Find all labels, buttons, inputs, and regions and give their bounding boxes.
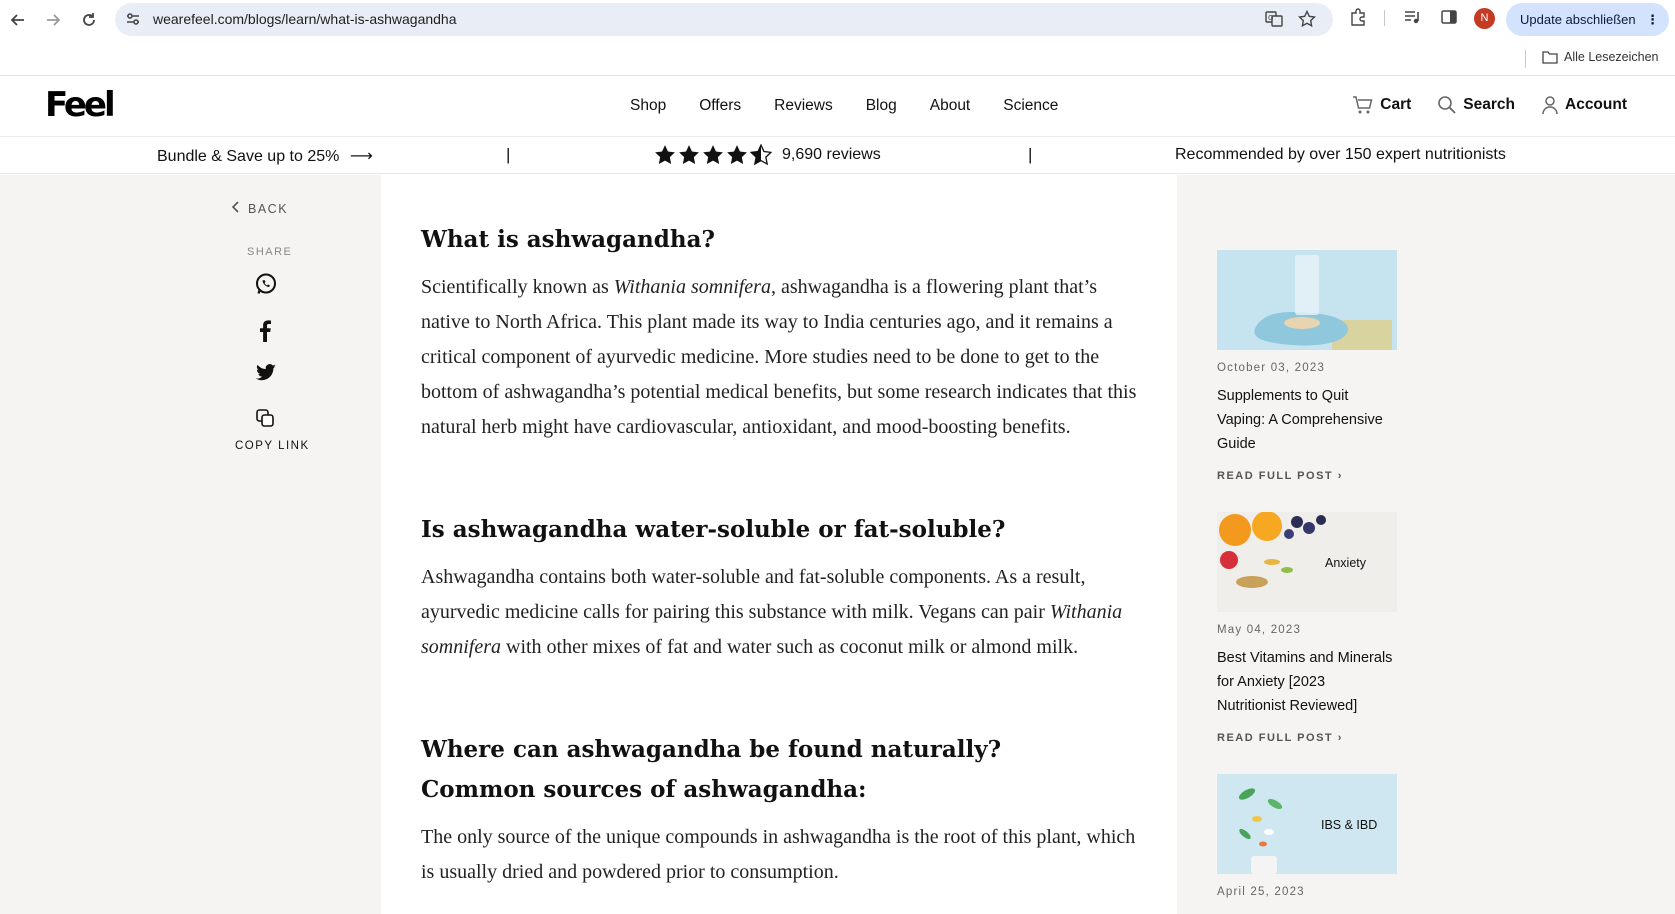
post-thumbnail[interactable] <box>1217 512 1397 612</box>
url-text[interactable]: wearefeel.com/blogs/learn/what-is-ashwagandha <box>153 11 457 27</box>
article-section-2 <box>421 510 1141 665</box>
reload-icon[interactable] <box>77 8 101 32</box>
arrow-right-icon: ⟶ <box>349 148 373 165</box>
side-panel-icon[interactable] <box>1440 8 1458 31</box>
left-panel <box>0 175 381 914</box>
back-link[interactable] <box>232 201 288 216</box>
thumbnail-caption: Anxiety <box>1325 556 1366 570</box>
sidebar-post[interactable] <box>1217 774 1397 898</box>
folder-icon <box>1542 50 1558 64</box>
bundle-link[interactable] <box>157 146 373 166</box>
search-link[interactable] <box>1437 95 1515 115</box>
nav-shop[interactable]: Shop <box>630 97 667 114</box>
forward-arrow-icon[interactable] <box>41 8 65 32</box>
cart-icon <box>1352 95 1374 115</box>
main-nav <box>630 97 1091 115</box>
address-bar[interactable] <box>115 3 1333 36</box>
star-icon <box>726 144 748 166</box>
menu-dots-icon[interactable]: ⋮ <box>1646 12 1659 27</box>
promo-bar <box>0 138 1675 174</box>
read-full-post-link[interactable]: READ FULL POST › <box>1217 732 1343 744</box>
article-section-1 <box>421 220 1141 445</box>
toolbar-divider <box>1384 10 1385 26</box>
paragraph-3: The only source of the unique compounds in ashwagandha is the root of this plant, which is usually dried and powdered prior to consumption. <box>421 826 1136 883</box>
post-date: May 04, 2023 <box>1217 624 1302 636</box>
promo-separator: | <box>506 145 511 164</box>
translate-icon[interactable] <box>1265 10 1283 33</box>
nav-about[interactable]: About <box>929 97 971 114</box>
media-control-icon[interactable] <box>1403 8 1421 31</box>
bookmark-star-icon[interactable] <box>1298 10 1316 33</box>
heading-what-is: What is ashwagandha? <box>421 226 715 253</box>
copy-link-icon[interactable] <box>255 408 275 433</box>
rating-stars <box>654 144 772 166</box>
heading-sources: Where can ashwagandha be found naturally? Common sources of ashwagandha: <box>421 736 1002 803</box>
update-button[interactable] <box>1506 3 1669 36</box>
half-star-icon <box>750 144 772 166</box>
profile-avatar[interactable]: N <box>1474 8 1495 29</box>
copy-link-label[interactable]: COPY LINK <box>235 440 310 452</box>
update-button-label: Update abschließen <box>1520 12 1636 27</box>
search-label: Search <box>1463 96 1515 113</box>
extensions-icon[interactable] <box>1349 8 1367 31</box>
site-settings-icon[interactable] <box>125 11 141 32</box>
sidebar-post[interactable] <box>1217 250 1397 482</box>
account-label: Account <box>1565 96 1627 113</box>
feel-logo[interactable]: Feel <box>45 85 113 125</box>
all-bookmarks[interactable] <box>1542 50 1659 64</box>
post-thumbnail[interactable] <box>1217 250 1397 350</box>
user-icon <box>1541 95 1559 115</box>
post-title[interactable]: Supplements to Quit Vaping: A Comprehensive Guide <box>1217 388 1383 452</box>
back-arrow-icon[interactable] <box>6 8 30 32</box>
all-bookmarks-label: Alle Lesezeichen <box>1564 50 1659 64</box>
post-date: October 03, 2023 <box>1217 362 1326 374</box>
cart-link[interactable] <box>1352 95 1411 115</box>
svg-text:G: G <box>1268 14 1274 22</box>
post-date: April 25, 2023 <box>1217 886 1305 898</box>
nav-reviews[interactable]: Reviews <box>774 97 833 114</box>
nutritionists-note: Recommended by over 150 expert nutritionists <box>1175 146 1506 163</box>
nav-blog[interactable]: Blog <box>865 97 897 114</box>
browser-chrome <box>0 0 1675 76</box>
star-icon <box>702 144 724 166</box>
nav-science[interactable]: Science <box>1003 97 1059 114</box>
twitter-icon[interactable] <box>255 364 277 387</box>
bundle-label: Bundle & Save up to 25% <box>157 148 340 165</box>
star-icon <box>678 144 700 166</box>
search-icon <box>1437 95 1457 115</box>
heading-solubility: Is ashwagandha water-soluble or fat-soluble? <box>421 516 1006 543</box>
thumbnail-caption: IBS & IBD <box>1321 818 1378 832</box>
sidebar-post[interactable] <box>1217 512 1397 744</box>
back-label: BACK <box>248 201 289 216</box>
paragraph-1: Scientifically known as Withania somnifera, ashwagandha is a flowering plant that’s native to North Africa. This plant made its way to India centuries ago, and it remains a critical component of ayurvedic medicine. More studies need to be done to get to the bottom of ashwagandha’s potential medical benefits, but some research indicates that this natural herb might have cardiovascular, antioxidant, and mood-boosting benefits. <box>421 276 1137 438</box>
chevron-left-icon <box>232 201 240 216</box>
share-label: SHARE <box>247 246 293 258</box>
post-title[interactable]: Best Vitamins and Minerals for Anxiety [2023 Nutritionist Reviewed] <box>1217 650 1393 714</box>
star-icon <box>654 144 676 166</box>
post-thumbnail[interactable] <box>1217 774 1397 874</box>
whatsapp-icon[interactable] <box>254 272 278 301</box>
cart-label: Cart <box>1380 96 1412 113</box>
site-header <box>0 77 1675 137</box>
article-section-3 <box>421 730 1136 890</box>
nav-offers[interactable]: Offers <box>699 97 742 114</box>
facebook-icon[interactable] <box>258 320 272 347</box>
account-link[interactable] <box>1541 95 1627 115</box>
reviews-count: 9,690 reviews <box>782 146 881 163</box>
paragraph-2: Ashwagandha contains both water-soluble and fat-soluble components. As a result, ayurvedic medicine calls for pairing this substance with milk. Vegans can pair Withania somnifera with other mixes of fat and water such as coconut milk or almond milk. <box>421 566 1123 658</box>
promo-separator: | <box>1028 145 1033 164</box>
reviews-summary[interactable] <box>654 144 881 166</box>
account-nav <box>1326 95 1627 115</box>
bookmarks-divider <box>1525 50 1526 68</box>
read-full-post-link[interactable]: READ FULL POST › <box>1217 470 1343 482</box>
